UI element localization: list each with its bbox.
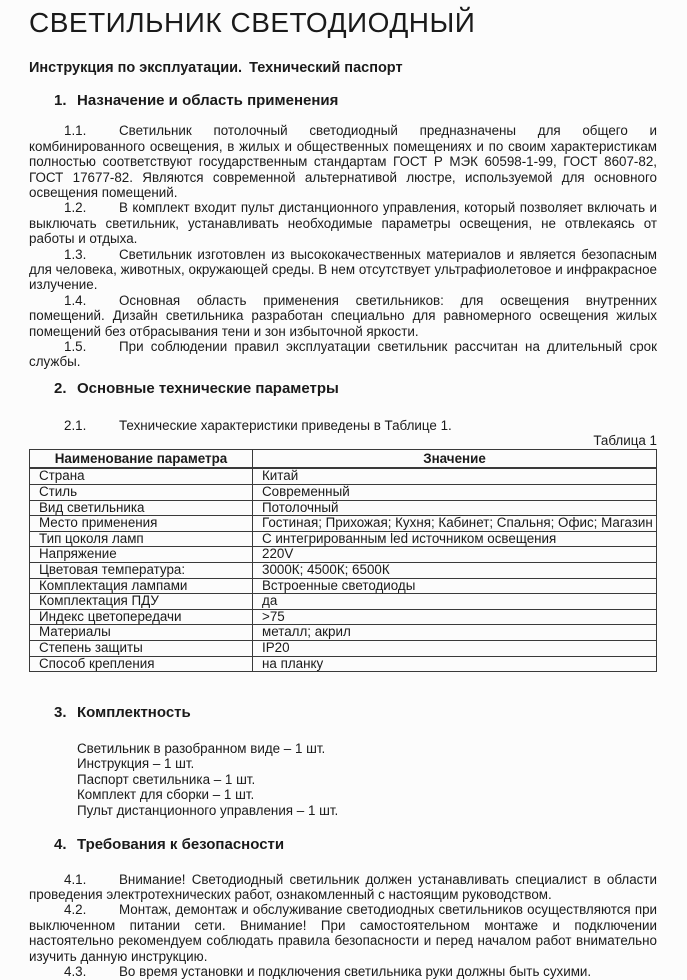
section-2-number: 2. — [54, 379, 67, 397]
paragraph — [29, 247, 657, 293]
section-2-title: Основные технические параметры — [77, 379, 339, 397]
parameter-name-cell: Место применения — [30, 516, 253, 532]
paragraph-text: Монтаж, демонтаж и обслуживание светодиодных светильников осуществляются при выключенном питании сети. Внимание! При самостоятельном монтаже и подключении настоятельно рекомендуем соблюдать правила безопасности и перед началом работ внимательно изучить данную инструкцию. — [29, 902, 657, 964]
paragraph — [29, 418, 657, 433]
section-2-paragraphs — [29, 418, 657, 433]
parameter-name-cell: Комплектация лампами — [30, 578, 253, 594]
paragraph-text: Во время установки и подключения светильника руки должны быть сухими. — [119, 964, 592, 980]
specs-header-row — [30, 450, 657, 469]
parameter-value-cell: IP20 — [253, 640, 657, 656]
parameter-name-cell: Тип цоколя ламп — [30, 531, 253, 547]
paragraph-number: 1.3. — [64, 246, 87, 262]
parameter-value-cell: 3000К; 4500К; 6500К — [253, 562, 657, 578]
parameter-value-cell: С интегрированным led источником освещения — [253, 531, 657, 547]
table-row — [30, 468, 657, 484]
table-row — [30, 485, 657, 501]
paragraph-number: 2.1. — [64, 417, 87, 433]
list-item: Пульт дистанционного управления – 1 шт. — [77, 802, 339, 818]
specs-table-body — [30, 468, 657, 671]
section-3-heading — [54, 704, 657, 723]
section-1-paragraphs — [29, 123, 657, 370]
paragraph-text: Основная область применения светильников: для освещения внутренних помещений. Дизайн светильника разработан специально для равномерного освещения жилых помещений без отбрасывания тени и зон избыточной яркости. — [29, 292, 657, 339]
section-1-number: 1. — [54, 91, 67, 109]
parameter-name-cell: Материалы — [30, 625, 253, 641]
paragraph-number: 4.3. — [64, 964, 87, 980]
paragraph-text: Внимание! Светодиодный светильник должен устанавливать специалист в области проведения электротехнических работ, ознакомленный с настоящим руководством. — [29, 871, 657, 903]
paragraph — [29, 123, 657, 200]
paragraph-text: При соблюдении правил эксплуатации светильник рассчитан на длительный срок службы. — [29, 339, 657, 370]
paragraph-text: Светильник изготовлен из высококачественных материалов и является безопасным для человека, животных, окружающей среды. В нем отсутствует ультрафиолетовое и инфракрасное излучение. — [29, 246, 657, 293]
table-caption: Таблица 1 — [593, 433, 657, 448]
document-subtitle — [29, 60, 657, 76]
paragraph — [29, 902, 657, 964]
list-item: Светильник в разобранном виде – 1 шт. — [77, 740, 326, 756]
paragraph-number: 1.2. — [64, 200, 87, 216]
paragraph — [29, 964, 657, 979]
parameter-value-cell: >75 — [253, 609, 657, 625]
paragraph — [29, 872, 657, 903]
parameter-name-cell: Способ крепления — [30, 656, 253, 672]
section-4-number: 4. — [54, 835, 67, 853]
parameter-name-cell: Цветовая температура: — [30, 562, 253, 578]
parameter-value-cell: Китай — [253, 468, 657, 484]
parameter-value-cell: Потолочный — [253, 500, 657, 516]
section-3-title: Комплектность — [77, 704, 191, 722]
table-row — [30, 625, 657, 641]
paragraph-number: 1.5. — [64, 339, 87, 355]
parameter-value-cell: да — [253, 594, 657, 610]
table-row — [30, 656, 657, 672]
paragraph-text: В комплект входит пульт дистанционного управления, который позволяет включать и выключать светильник, устанавливать необходимые параметры освещения, не отвлекаясь от работы и отдыха. — [29, 200, 657, 247]
paragraph-text: Светильник потолочный светодиодный предназначены для общего и комбинированного освещения, в жилых и общественных помещениях и по своим характеристикам полностью соответствуют государственным стандартам ГОСТ Р МЭК 60598-1-99, ГОСТ 8607-82, ГОСТ 17677-82. Являются современной альтернативой люстре, используемой для основного освещения помещений. — [29, 123, 657, 200]
table-row — [30, 500, 657, 516]
parameter-name-cell: Стиль — [30, 485, 253, 501]
kit-contents-list — [77, 741, 657, 818]
subtitle-left: Инструкция по эксплуатации. — [29, 59, 243, 76]
section-1-title: Назначение и область применения — [77, 91, 339, 109]
table-row — [30, 609, 657, 625]
specs-table-head — [30, 450, 657, 469]
table-row — [30, 578, 657, 594]
table-row — [30, 640, 657, 656]
section-4-paragraphs — [29, 872, 657, 980]
parameter-value-cell: Гостиная; Прихожая; Кухня; Кабинет; Спальня; Офис; Магазин — [253, 516, 657, 532]
section-3-number: 3. — [54, 704, 67, 722]
table-row — [30, 562, 657, 578]
paragraph-number: 4.2. — [64, 902, 87, 918]
paragraph — [29, 200, 657, 246]
paragraph — [29, 339, 657, 370]
parameter-value-cell: на планку — [253, 656, 657, 672]
section-4-heading — [54, 836, 657, 855]
paragraph — [29, 293, 657, 339]
paragraph-number: 4.1. — [64, 871, 87, 887]
paragraph-number: 1.4. — [64, 292, 87, 308]
header-value: Значение — [253, 450, 657, 469]
paragraph-text: Технические характеристики приведены в Таблице 1. — [119, 417, 452, 433]
list-item: Инструкция – 1 шт. — [77, 756, 195, 772]
table-row — [30, 531, 657, 547]
section-4-title: Требования к безопасности — [77, 835, 285, 853]
parameter-value-cell: 220V — [253, 547, 657, 563]
table-row — [30, 516, 657, 532]
paragraph-number: 1.1. — [64, 123, 87, 139]
parameter-name-cell: Индекс цветопередачи — [30, 609, 253, 625]
parameter-name-cell: Вид светильника — [30, 500, 253, 516]
list-item: Комплект для сборки – 1 шт. — [77, 787, 255, 803]
parameter-value-cell: Встроенные светодиоды — [253, 578, 657, 594]
table-row — [30, 594, 657, 610]
parameter-name-cell: Напряжение — [30, 547, 253, 563]
parameter-name-cell: Страна — [30, 468, 253, 484]
section-2-heading — [54, 380, 657, 399]
document-title: СВЕТИЛЬНИК СВЕТОДИОДНЫЙ — [29, 7, 476, 38]
subtitle-right: Технический паспорт — [249, 59, 403, 76]
section-1-heading — [54, 92, 657, 111]
specs-table — [29, 449, 657, 672]
header-parameter-name: Наименование параметра — [30, 450, 253, 469]
parameter-value-cell: Современный — [253, 485, 657, 501]
parameter-name-cell: Степень защиты — [30, 640, 253, 656]
parameter-value-cell: металл; акрил — [253, 625, 657, 641]
parameter-name-cell: Комплектация ПДУ — [30, 594, 253, 610]
list-item: Паспорт светильника – 1 шт. — [77, 771, 256, 787]
table-row — [30, 547, 657, 563]
